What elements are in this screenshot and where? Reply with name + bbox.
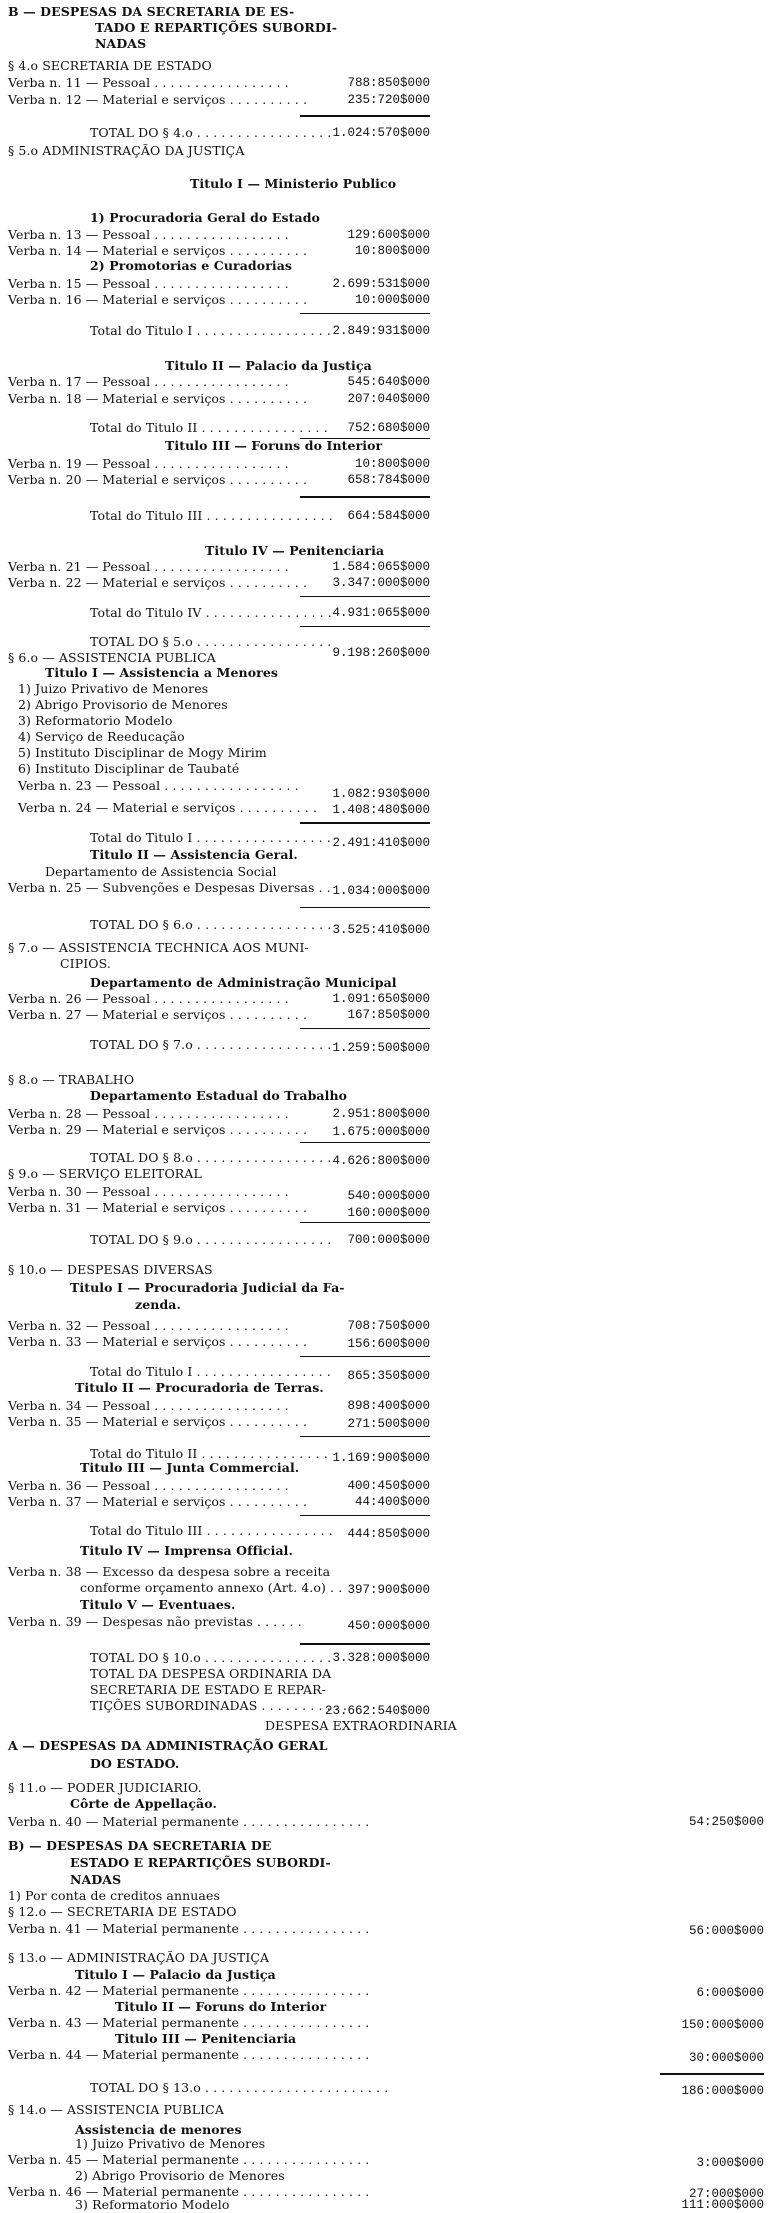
total-rule: [300, 1436, 430, 1437]
budget-line: Verba n. 21 — Pessoal . . . . . . . . . . . . . . . . .: [8, 559, 289, 574]
budget-line: Verba n. 25 — Subvenções e Despesas Diversas . .: [8, 880, 331, 895]
amount: 2.849:931$000: [332, 324, 430, 338]
list-item: 3) Reformatorio Modelo: [18, 713, 173, 728]
budget-line: Verba n. 18 — Material e serviços . . . . . . . . . .: [8, 391, 308, 406]
list-item: 2) Abrigo Provisorio de Menores: [18, 697, 228, 712]
section-a-heading-cont: DO ESTADO.: [90, 1756, 180, 1771]
budget-line: Verba n. 44 — Material permanente . . . . . . . . . . . . . . . .: [8, 2047, 370, 2062]
title-heading: Titulo III — Penitenciaria: [115, 2031, 297, 2046]
section-b-heading-cont: NADAS: [95, 36, 147, 51]
budget-line: Verba n. 35 — Material e serviços . . . . . . . . . .: [8, 1414, 308, 1429]
total-line: Total do Titulo IV . . . . . . . . . . . . . . . .: [90, 605, 332, 620]
section-heading: § 4.o SECRETARIA DE ESTADO: [8, 58, 212, 73]
budget-line: Verba n. 31 — Material e serviços . . . . . . . . . .: [8, 1200, 308, 1215]
budget-line: Verba n. 23 — Pessoal . . . . . . . . . . . . . . . . .: [18, 778, 299, 793]
amount: 3.347:000$000: [332, 576, 430, 590]
total-line: TOTAL DO § 10.o . . . . . . . . . . . . . . . .: [90, 1650, 332, 1665]
amount: 27:000$000: [688, 2187, 764, 2201]
total-line: TOTAL DO § 6.o . . . . . . . . . . . . . . . . .: [90, 917, 332, 932]
section-heading: § 14.o — ASSISTENCIA PUBLICA: [8, 2102, 224, 2117]
total-rule: [300, 115, 430, 117]
title-heading: Titulo II — Foruns do Interior: [115, 1999, 327, 2014]
subsection-heading: 1) Juizo Privativo de Menores: [75, 2136, 266, 2151]
amount: 400:450$000: [347, 1479, 430, 1493]
subsection-heading: Departamento Estadual do Trabalho: [90, 1088, 348, 1103]
title-heading: Titulo I — Procuradoria Judicial da Fa-: [70, 1280, 345, 1295]
list-item: 1) Juizo Privativo de Menores: [18, 681, 209, 696]
budget-line: Verba n. 28 — Pessoal . . . . . . . . . . . . . . . . .: [8, 1106, 289, 1121]
amount: 4.931:065$000: [332, 606, 430, 620]
section-b-heading-cont: TADO E REPARTIÇÕES SUBORDI-: [95, 20, 338, 35]
total-line: Total do Titulo III . . . . . . . . . . . . . . . .: [90, 508, 333, 523]
amount: 545:640$000: [347, 375, 430, 389]
amount: 700:000$000: [347, 1233, 430, 1247]
budget-line: Verba n. 27 — Material e serviços . . . . . . . . . .: [8, 1007, 308, 1022]
amount: 1.408:480$000: [332, 803, 430, 817]
amount: 1.584:065$000: [332, 560, 430, 574]
amount: 186:000$000: [681, 2084, 764, 2098]
budget-line: Verba n. 15 — Pessoal . . . . . . . . . . . . . . . . .: [8, 276, 289, 291]
amount: 664:584$000: [347, 509, 430, 523]
amount: 2.491:410$000: [332, 836, 430, 850]
list-item: 6) Instituto Disciplinar de Taubaté: [18, 761, 240, 776]
budget-line: Verba n. 38 — Excesso da despesa sobre a receita: [8, 1564, 331, 1579]
total-line: TOTAL DO § 7.o . . . . . . . . . . . . . . . . .: [90, 1037, 332, 1052]
budget-line: Verba n. 12 — Material e serviços . . . . . . . . . .: [8, 92, 308, 107]
section-b2-heading: B) — DESPESAS DA SECRETARIA DE: [8, 1838, 272, 1853]
budget-line-cont: conforme orçamento annexo (Art. 4.o) . .: [80, 1580, 343, 1595]
title-heading: Titulo IV — Penitenciaria: [205, 543, 385, 558]
budget-line: Verba n. 14 — Material e serviços . . . . . . . . . .: [8, 243, 308, 258]
subsection-heading: Departamento de Administração Municipal: [90, 975, 397, 990]
budget-line: Verba n. 24 — Material e serviços . . . . . . . . . .: [18, 800, 318, 815]
title-heading: Titulo II — Assistencia Geral.: [90, 847, 298, 862]
amount: 450:000$000: [347, 1619, 430, 1633]
total-rule: [300, 822, 430, 824]
amount: 1.082:930$000: [332, 787, 430, 801]
amount: 10:800$000: [354, 244, 430, 258]
section-a-heading: A — DESPESAS DA ADMINISTRAÇÃO GERAL: [8, 1738, 328, 1753]
subsection-heading: Assistencia de menores: [75, 2122, 242, 2137]
budget-line: Verba n. 41 — Material permanente . . . . . . . . . . . . . . . .: [8, 1921, 370, 1936]
title-heading: Titulo III — Foruns do Interior: [165, 438, 383, 453]
subsection-heading: 1) Procuradoria Geral do Estado: [90, 210, 320, 225]
budget-line: Verba n. 30 — Pessoal . . . . . . . . . . . . . . . . .: [8, 1184, 289, 1199]
amount: 9.198:260$000: [332, 646, 430, 660]
amount: 4.626:800$000: [332, 1154, 430, 1168]
grand-total-line: TIÇÕES SUBORDINADAS . . . . . . . . . . .: [90, 1698, 347, 1713]
title-heading: Titulo IV — Imprensa Official.: [80, 1543, 293, 1558]
title-heading: Titulo I — Ministerio Publico: [190, 176, 397, 191]
subsection-heading: 2) Abrigo Provisorio de Menores: [75, 2168, 285, 2183]
section-heading: § 11.o — PODER JUDICIARIO.: [8, 1780, 202, 1795]
amount: 3.328:000$000: [332, 1651, 430, 1665]
title-heading: Titulo III — Junta Commercial.: [80, 1460, 300, 1475]
total-rule: [300, 1028, 430, 1029]
total-line: TOTAL DO § 4.o . . . . . . . . . . . . . . . . .: [90, 125, 332, 140]
amount: 2.951:800$000: [332, 1107, 430, 1121]
total-line: Total do Titulo I . . . . . . . . . . . . . . . . .: [90, 1364, 331, 1379]
amount: 156:600$000: [347, 1337, 430, 1351]
amount: 6:000$000: [696, 1986, 764, 2000]
amount: 898:400$000: [347, 1399, 430, 1413]
section-b2-heading-cont: ESTADO E REPARTIÇÕES SUBORDI-: [70, 1855, 331, 1870]
section-heading: § 9.o — SERVIÇO ELEITORAL: [8, 1166, 202, 1181]
title-heading: Titulo I — Assistencia a Menores: [45, 665, 279, 680]
section-heading-cont: CIPIOS.: [60, 956, 111, 971]
budget-line: Verba n. 43 — Material permanente . . . . . . . . . . . . . . . .: [8, 2015, 370, 2030]
section-heading: § 6.o — ASSISTENCIA PUBLICA: [8, 650, 216, 665]
amount: 397:900$000: [347, 1583, 430, 1597]
budget-line: Verba n. 40 — Material permanente . . . . . . . . . . . . . . . .: [8, 1814, 370, 1829]
total-line: Total do Titulo I . . . . . . . . . . . . . . . . .: [90, 323, 331, 338]
total-line: TOTAL DO § 5.o . . . . . . . . . . . . . . . . .: [90, 634, 332, 649]
amount: 788:850$000: [347, 76, 430, 90]
amount: 658:784$000: [347, 473, 430, 487]
budget-line: Verba n. 33 — Material e serviços . . . . . . . . . .: [8, 1334, 308, 1349]
total-line: Total do Titulo II . . . . . . . . . . . . . . . .: [90, 420, 328, 435]
total-rule: [300, 1222, 430, 1223]
budget-line: Verba n. 26 — Pessoal . . . . . . . . . . . . . . . . .: [8, 991, 289, 1006]
budget-line: Verba n. 16 — Material e serviços . . . . . . . . . .: [8, 292, 308, 307]
section-heading: § 13.o — ADMINISTRAÇÃO DA JUSTIÇA: [8, 1950, 270, 1965]
total-line: Total do Titulo II . . . . . . . . . . . . . . . .: [90, 1446, 328, 1461]
grand-total-line: SECRETARIA DE ESTADO E REPAR-: [90, 1682, 327, 1697]
amount: 444:850$000: [347, 1527, 430, 1541]
total-rule: [300, 1515, 430, 1516]
section-heading: § 5.o ADMINISTRAÇÃO DA JUSTIÇA: [8, 143, 245, 158]
amount: 54:250$000: [688, 1815, 764, 1829]
amount: 752:680$000: [347, 421, 430, 435]
amount: 1.259:500$000: [332, 1041, 430, 1055]
budget-line: Verba n. 34 — Pessoal . . . . . . . . . . . . . . . . .: [8, 1398, 289, 1413]
amount: 10:000$000: [354, 293, 430, 307]
title-heading: Titulo II — Procuradoria de Terras.: [75, 1380, 324, 1395]
total-rule: [660, 2073, 764, 2075]
section-heading: § 10.o — DESPESAS DIVERSAS: [8, 1262, 213, 1277]
list-item: 4) Serviço de Reeducação: [18, 729, 185, 744]
subsection-heading: Departamento de Assistencia Social: [45, 864, 277, 879]
subsection-heading: 2) Promotorias e Curadorias: [90, 258, 293, 273]
amount: 1.034:000$000: [332, 884, 430, 898]
budget-line: Verba n. 46 — Material permanente . . . . . . . . . . . . . . . .: [8, 2184, 370, 2199]
budget-line: Verba n. 13 — Pessoal . . . . . . . . . . . . . . . . .: [8, 227, 289, 242]
budget-line: Verba n. 39 — Despesas não previstas . . . . . .: [8, 1614, 302, 1629]
budget-line: Verba n. 45 — Material permanente . . . . . . . . . . . . . . . .: [8, 2152, 370, 2167]
amount: 150:000$000: [681, 2018, 764, 2032]
total-rule: [300, 1142, 430, 1143]
section-heading: § 7.o — ASSISTENCIA TECHNICA AOS MUNI-: [8, 940, 309, 955]
budget-line: Verba n. 37 — Material e serviços . . . . . . . . . .: [8, 1494, 308, 1509]
total-rule: [300, 313, 430, 314]
amount: 1.169:900$000: [332, 1451, 430, 1465]
total-line: TOTAL DO § 13.o . . . . . . . . . . . . . . . . . . . . . . .: [90, 2080, 389, 2095]
budget-line: Verba n. 11 — Pessoal . . . . . . . . . . . . . . . . .: [8, 75, 289, 90]
budget-line: Verba n. 20 — Material e serviços . . . . . . . . . .: [8, 472, 308, 487]
amount: 865:350$000: [347, 1369, 430, 1383]
amount: 3:000$000: [696, 2156, 764, 2170]
amount: 207:040$000: [347, 392, 430, 406]
title-heading-cont: zenda.: [135, 1297, 181, 1312]
total-rule: [300, 1356, 430, 1357]
amount: 3.525:410$000: [332, 923, 430, 937]
total-rule: [300, 496, 430, 498]
subsection-heading: 1) Por conta de creditos annuaes: [8, 1888, 220, 1903]
subsection-heading: 3) Reformatorio Modelo: [75, 2197, 230, 2212]
budget-line: Verba n. 36 — Pessoal . . . . . . . . . . . . . . . . .: [8, 1478, 289, 1493]
amount: 708:750$000: [347, 1319, 430, 1333]
budget-line: Verba n. 29 — Material e serviços . . . . . . . . . .: [8, 1122, 308, 1137]
total-line: TOTAL DO § 8.o . . . . . . . . . . . . . . . . .: [90, 1150, 332, 1165]
budget-line: Verba n. 19 — Pessoal . . . . . . . . . . . . . . . . .: [8, 456, 289, 471]
section-b-heading: B — DESPESAS DA SECRETARIA DE ES-: [8, 4, 295, 19]
extraordinary-heading: DESPESA EXTRAORDINARIA: [265, 1718, 457, 1733]
title-heading: Titulo V — Eventuaes.: [80, 1597, 236, 1612]
subsection-heading: Côrte de Appellação.: [70, 1796, 217, 1811]
title-heading: Titulo II — Palacio da Justiça: [165, 358, 372, 373]
amount: 30:000$000: [688, 2051, 764, 2065]
amount: 540:000$000: [347, 1189, 430, 1203]
total-rule: [300, 626, 430, 627]
total-line: Total do Titulo III . . . . . . . . . . . . . . . .: [90, 1523, 333, 1538]
section-b2-heading-cont: NADAS: [70, 1872, 122, 1887]
budget-line: Verba n. 22 — Material e serviços . . . . . . . . . .: [8, 575, 308, 590]
amount: 44:400$000: [354, 1495, 430, 1509]
amount: 160:000$000: [347, 1206, 430, 1220]
total-rule: [300, 596, 430, 597]
amount: 1.024:570$000: [332, 126, 430, 140]
section-heading: § 8.o — TRABALHO: [8, 1072, 135, 1087]
grand-total-amount: 23.662:540$000: [324, 1704, 430, 1718]
total-rule: [300, 1643, 430, 1645]
amount: 10:800$000: [354, 457, 430, 471]
amount: 129:600$000: [347, 228, 430, 242]
amount: 111:000$000: [681, 2198, 764, 2212]
budget-line: Verba n. 42 — Material permanente . . . . . . . . . . . . . . . .: [8, 1983, 370, 1998]
title-heading: Titulo I — Palacio da Justiça: [75, 1967, 276, 1982]
total-rule: [300, 907, 430, 908]
total-line: Total do Titulo I . . . . . . . . . . . . . . . . .: [90, 830, 331, 845]
amount: 1.091:650$000: [332, 992, 430, 1006]
list-item: 5) Instituto Disciplinar de Mogy Mirim: [18, 745, 267, 760]
section-heading: § 12.o — SECRETARIA DE ESTADO: [8, 1904, 237, 1919]
amount: 56:000$000: [688, 1924, 764, 1938]
total-line: TOTAL DO § 9.o . . . . . . . . . . . . . . . . .: [90, 1232, 332, 1247]
amount: 1.675:000$000: [332, 1125, 430, 1139]
amount: 271:500$000: [347, 1417, 430, 1431]
amount: 235:720$000: [347, 93, 430, 107]
budget-line: Verba n. 17 — Pessoal . . . . . . . . . . . . . . . . .: [8, 374, 289, 389]
amount: 167:850$000: [347, 1008, 430, 1022]
budget-line: Verba n. 32 — Pessoal . . . . . . . . . . . . . . . . .: [8, 1318, 289, 1333]
amount: 2.699:531$000: [332, 277, 430, 291]
grand-total-line: TOTAL DA DESPESA ORDINARIA DA: [90, 1666, 332, 1681]
